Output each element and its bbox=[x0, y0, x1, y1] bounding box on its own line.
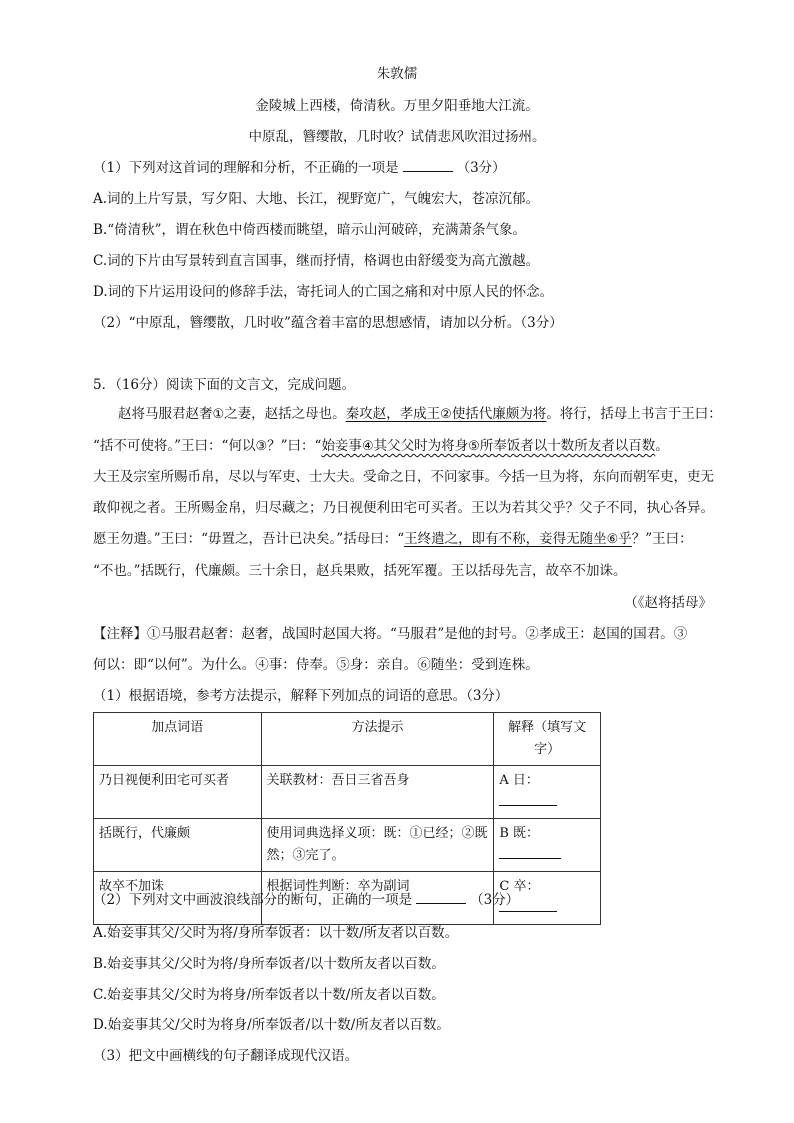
q4-option-b: B.“倚清秋”，谓在秋色中倚西楼而眺望，暗示山河破碎，充满萧条气象。 bbox=[93, 222, 527, 238]
table-cell: 根据词性判断：卒为副词 bbox=[261, 872, 494, 925]
passage-text: ？”王曰： bbox=[631, 531, 693, 547]
table-header: 加点词语 bbox=[94, 713, 262, 766]
q5-option-c: C.始妾事其父/父时为将身/所奉饭者以十数/所友者以百数。 bbox=[93, 987, 445, 1003]
q5-part3: （3）把文中画横线的句子翻译成现代汉语。 bbox=[93, 1048, 359, 1064]
table-cell: 故卒不加诛 bbox=[94, 872, 262, 925]
q5-part2 bbox=[93, 890, 519, 910]
q5-part2-score: （3分） bbox=[470, 892, 520, 908]
q4-option-d: D.词的下片运用设问的修辞手法，寄托词人的亡国之痛和对中原人民的怀念。 bbox=[93, 284, 554, 300]
passage-line-6: “不也。”括既行，代廉颇。三十余日，赵兵果败，括死军覆。王以括母先言，故卒不加诛。 bbox=[93, 563, 627, 579]
notes-line-1: 【注释】①马服君赵奢：赵奢，战国时赵国大将。“马服君”是他的封号。②孝成王：赵国的国君。③ bbox=[93, 626, 688, 642]
q5-option-a: A.始妾事其父/父时为将/身所奉饭者：以十数/所友者以百数。 bbox=[93, 925, 459, 941]
wavy-sentence: 始妾事④其父父时为将身⑤所奉饭者以十数所友者以百数 bbox=[321, 438, 656, 454]
q4-option-a: A.词的上片写景，写夕阳、大地、长江，视野宽广，气魄宏大，苍凉沉郁。 bbox=[93, 191, 540, 207]
answer-blank[interactable] bbox=[499, 845, 561, 859]
note-marker: ① bbox=[212, 407, 225, 422]
table-cell: 乃日视便利田宅可买者 bbox=[94, 766, 262, 819]
q5-part1: （1）根据语境，参考方法提示，解释下列加点的词语的意思。（3分） bbox=[93, 688, 509, 704]
passage-text: “括不可使将。”王曰：“何以 bbox=[93, 438, 256, 454]
answer-blank[interactable] bbox=[499, 792, 557, 806]
passage-text: 之妻，赵括之母也。 bbox=[224, 406, 346, 422]
passage-line-1 bbox=[118, 404, 722, 425]
passage-line-3: 大王及宗室所赐币帛，尽以与军吏、士大夫。受命之日，不问家事。今括一旦为将，东向而朝军吏，吏无 bbox=[93, 469, 714, 485]
table-cell: 使用词典选择义项：既：①已经；②既然；③完了。 bbox=[261, 819, 494, 872]
q4-option-c: C.词的下片由写景转到直言国事，继而抒情，格调也由舒缓变为高亢激越。 bbox=[93, 253, 540, 269]
answer-cell[interactable]: C 卒： bbox=[494, 872, 601, 925]
passage-source: （《赵将括母》 bbox=[624, 595, 712, 611]
poem-line-1: 金陵城上西楼，倚清秋。万里夕阳垂地大江流。 bbox=[255, 98, 539, 114]
poem-line-2: 中原乱，簪缨散，几时收？试倩悲风吹泪过扬州。 bbox=[248, 129, 546, 145]
poem-author: 朱敦儒 bbox=[376, 66, 418, 82]
q4-part1-score: （3分） bbox=[456, 160, 506, 176]
table-row bbox=[94, 819, 601, 872]
table-header: 解释（填写文字） bbox=[494, 713, 601, 766]
passage-text: ？”曰：“ bbox=[267, 438, 322, 454]
passage-text: 。 bbox=[655, 438, 669, 454]
passage-line-2 bbox=[93, 436, 669, 457]
q5-option-d: D.始妾事其父/父时为将身/所奉饭者/以十数/所友者以百数。 bbox=[93, 1017, 450, 1033]
table-cell: 关联教材：吾日三省吾身 bbox=[261, 766, 494, 819]
answer-cell[interactable]: A 日： bbox=[494, 766, 601, 819]
q4-part1 bbox=[93, 158, 506, 178]
answer-blank[interactable] bbox=[416, 890, 466, 904]
passage-text: 赵将马服君赵奢 bbox=[118, 406, 213, 422]
note-marker: ③ bbox=[255, 439, 268, 454]
answer-cell[interactable]: B 既： bbox=[494, 819, 601, 872]
passage-line-4: 敢仰视之者。王所赐金帛，归尽藏之；乃日视便利田宅可买者。王以为若其父乎？父子不同，执心各异。 bbox=[93, 500, 714, 516]
answer-blank[interactable] bbox=[403, 158, 453, 172]
q5-option-b: B.始妾事其父/父时为将/身所奉饭者/以十数所友者以百数。 bbox=[93, 956, 445, 972]
q4-part2: （2）“中原乱，簪缨散，几时收”蕴含着丰富的思想感情，请加以分析。（3分） bbox=[93, 315, 563, 331]
table-header: 方法提示 bbox=[261, 713, 494, 766]
underlined-sentence: 王终遣之，即有不称，妾得无随坐⑥乎 bbox=[404, 531, 632, 547]
passage-text: 愿王勿遣。”王曰：“毋置之，吾计已决矣。”括母曰：“ bbox=[93, 531, 405, 547]
notes-line-2: 何以：即“以何”。为什么。④事：侍奉。⑤身：亲自。⑥随坐：受到连株。 bbox=[93, 657, 539, 673]
q5-heading: 5．（16分）阅读下面的文言文，完成问题。 bbox=[93, 377, 356, 393]
passage-text: 。将行，括母上书言于王曰： bbox=[546, 406, 722, 422]
passage-line-5 bbox=[93, 529, 693, 550]
q5-part2-text: （2）下列对文中画波浪线部分的断句，正确的一项是 bbox=[93, 892, 413, 908]
table-row bbox=[94, 766, 601, 819]
q4-part1-text: （1）下列对这首词的理解和分析，不正确的一项是 bbox=[93, 160, 399, 176]
table-header-row bbox=[94, 713, 601, 766]
table-cell: 括既行，代廉颇 bbox=[94, 819, 262, 872]
underlined-sentence: 秦攻赵，孝成王②使括代廉颇为将 bbox=[345, 406, 547, 422]
